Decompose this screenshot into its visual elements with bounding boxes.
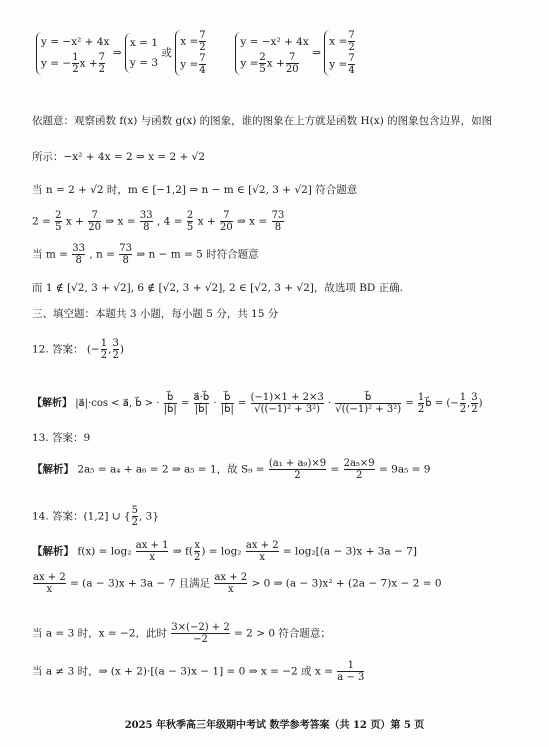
fraction (99, 52, 105, 75)
result-3-x (329, 30, 355, 53)
page-footer: 2025 年秋季高三年级期中考试 数学参考答案（共 12 页）第 5 页 (124, 720, 425, 731)
den: x (33, 583, 66, 595)
text: = (180, 398, 190, 409)
num: 3 (471, 392, 478, 403)
den: √((−1)² + 3²) (251, 403, 324, 415)
num: b⃗ (224, 392, 231, 403)
den: 2 (131, 517, 138, 528)
den: x (214, 583, 247, 595)
text: y = (240, 57, 259, 69)
num: 73 (271, 210, 285, 221)
jiexi-label: 【解析】 (32, 398, 72, 409)
result-1-x: x = 1 (129, 37, 158, 49)
den: 8 (272, 221, 285, 233)
den: |b⃗| (163, 404, 177, 415)
text: = (330, 463, 340, 476)
text: ⇒ f( (172, 545, 193, 558)
den: 2 (344, 469, 375, 481)
num: 1 (347, 660, 354, 671)
den: 8 (140, 221, 153, 233)
num: 1 (417, 392, 425, 403)
fraction (72, 52, 78, 75)
paragraph-5 (32, 243, 259, 266)
den: 5 (259, 63, 266, 75)
num: b⃗ (365, 392, 372, 403)
den: 20 (88, 222, 102, 233)
fraction (113, 338, 119, 361)
num: 33 (72, 243, 86, 254)
paragraph-2: 所示：−x² + 4x = 2 ⇒ x = 2 + √2 (32, 151, 206, 163)
num: 5 (131, 505, 138, 516)
den: 2 (269, 469, 326, 481)
text: ⇒ x = (105, 215, 136, 228)
fraction (88, 210, 101, 233)
fraction (55, 210, 61, 233)
text: ) = log₂ (201, 545, 242, 558)
text: , n = (89, 248, 115, 261)
text: 2a₅ = a₄ + a₆ = 2 ⇒ a₅ = 1，故 S₉ = (77, 463, 265, 476)
den: 20 (285, 63, 299, 75)
text: > 0 ⇒ (a − 3)x² + (2a − 7)x − 2 = 0 (251, 577, 442, 590)
den: |b⃗| (220, 404, 234, 415)
system-2 (235, 32, 308, 75)
q13-solution (32, 458, 430, 481)
den: 4 (348, 65, 355, 76)
q14-solution-line-1 (32, 540, 417, 563)
den: 20 (219, 222, 233, 233)
num: 1 (459, 392, 467, 403)
fraction (194, 392, 210, 415)
fraction (348, 53, 354, 76)
den: 2 (112, 350, 119, 361)
system-1 (36, 32, 109, 75)
text: 当 m = (32, 248, 68, 261)
text: 14. 答案：(1,2] ∪ { (32, 510, 131, 523)
text: x + (266, 57, 285, 69)
q13-answer: 13. 答案：9 (32, 432, 91, 444)
fraction (221, 392, 234, 415)
text: y = (329, 58, 348, 71)
num: 7 (199, 53, 206, 64)
text: 当 a ≠ 3 时，⇒ (x + 2)·[(a − 3)x − 1] = 0 ⇒ x = −2 或 x = (32, 665, 333, 678)
fraction (101, 338, 107, 361)
text: ) (119, 343, 124, 356)
fraction (272, 210, 285, 233)
fraction (251, 392, 324, 415)
system-1-line-2 (41, 52, 109, 75)
paragraph-4 (32, 210, 285, 233)
den: 2 (98, 63, 106, 75)
result-2-y (180, 53, 206, 76)
num: ax + 2 (214, 572, 248, 583)
text: x + (65, 215, 84, 228)
den: 2 (199, 42, 206, 53)
num: 33 (139, 210, 153, 221)
equation-systems (36, 30, 356, 76)
num: b⃗ (167, 392, 174, 403)
num: 7 (98, 51, 106, 63)
text: , 3} (138, 510, 160, 523)
num: 7 (289, 51, 296, 63)
paragraph-1: 依题意：观察函数 f(x) 与函数 g(x) 的图象，谁的图象在上方就是函数 H(x) 的图象包含边界，如图 (32, 115, 493, 127)
num: 3 (112, 338, 119, 349)
num: 2 (55, 210, 62, 221)
fraction (214, 572, 247, 595)
text: · (327, 398, 332, 409)
num: 2 (186, 210, 194, 221)
den: 5 (55, 222, 62, 233)
num: 1 (72, 51, 79, 63)
den: 2 (459, 404, 467, 415)
den: a − 3 (337, 672, 365, 683)
fraction (259, 52, 265, 75)
text: , (108, 343, 112, 356)
num: 1 (100, 338, 108, 349)
num: 7 (348, 30, 355, 41)
fraction (136, 540, 169, 563)
system-1-line-1: y = −x² + 4x (41, 35, 110, 48)
den: x (136, 551, 169, 563)
num: 7 (91, 210, 98, 221)
text: = (238, 398, 247, 409)
num: 73 (119, 243, 133, 254)
q14-solution-line-4 (32, 660, 365, 683)
text: = 9a₅ = 9 (379, 463, 431, 476)
text: (− (446, 398, 459, 409)
section-3-heading: 三、填空题：本题共 3 小题，每小题 5 分，共 15 分 (32, 308, 279, 320)
text: x + (79, 57, 98, 69)
text: x = (329, 35, 348, 48)
fraction (335, 392, 401, 415)
den: x (246, 551, 279, 563)
implies-arrow: ⇒ (312, 47, 321, 59)
num: x (194, 540, 200, 551)
num: 7 (348, 53, 355, 64)
implies-arrow: ⇒ (112, 47, 122, 59)
fraction (269, 458, 326, 481)
result-1 (125, 33, 158, 73)
fraction (171, 622, 229, 645)
text: ) (478, 398, 483, 409)
den: 2 (417, 404, 425, 415)
fraction (164, 392, 177, 415)
q14-solution-line-3 (32, 622, 331, 645)
fraction (199, 53, 205, 76)
den: 8 (72, 254, 85, 266)
fraction (344, 458, 375, 481)
fraction (220, 210, 233, 233)
text: = log₂[(a − 3)x + 3a − 7] (282, 545, 417, 558)
text: 2 = (32, 215, 51, 228)
answer-label: 12. 答案： (32, 343, 84, 356)
num: 7 (199, 30, 206, 41)
text: (− (86, 343, 100, 356)
text: b⃗ (425, 398, 432, 409)
text: |a⃗|·cos < a⃗, b⃗ > · (75, 398, 160, 409)
text: x + (197, 215, 216, 228)
q12-answer (32, 338, 124, 361)
den: √((−1)² + 3²) (335, 404, 402, 415)
text: , 4 = (157, 215, 183, 228)
den: |b⃗| (194, 404, 208, 415)
den: 2 (100, 350, 108, 361)
den: 2 (471, 404, 478, 415)
num: 2 (259, 51, 266, 63)
q14-solution-line-2 (32, 572, 442, 595)
fraction (194, 540, 200, 563)
text: = (434, 398, 444, 409)
num: ax + 1 (135, 540, 169, 551)
fraction (337, 660, 364, 683)
text: = 2 > 0 符合题意； (234, 627, 331, 640)
system-2-line-1: y = −x² + 4x (240, 35, 309, 48)
fraction (132, 505, 138, 528)
paragraph-3: 当 n = 2 + √2 时，m ∈ [−1,2] ⇒ n − m ∈ [√2, 3 + √2] 符合题意 (32, 184, 358, 196)
den: 5 (186, 222, 194, 233)
text: f(x) = log₂ (77, 545, 132, 558)
num: ax + 2 (33, 572, 66, 583)
result-1-y: y = 3 (129, 57, 159, 69)
den: 4 (199, 65, 206, 76)
system-2-line-2 (240, 52, 308, 75)
text: y = − (41, 57, 72, 69)
text: = (405, 398, 414, 409)
q12-solution (32, 392, 483, 415)
result-2 (175, 30, 206, 76)
num: a⃗·b⃗ (193, 392, 210, 403)
num: (−1)×1 + 2×3 (250, 392, 324, 403)
num: 2a₅×9 (343, 458, 375, 469)
text: ⇒ n − m = 5 时符合题意 (136, 248, 259, 261)
den: 8 (119, 254, 132, 266)
jiexi-label: 【解析】 (32, 463, 74, 476)
num: 3×(−2) + 2 (171, 622, 230, 633)
result-2-x (180, 30, 206, 53)
fraction (187, 210, 193, 233)
fraction (471, 392, 477, 415)
fraction (140, 210, 153, 233)
text: x = (180, 35, 199, 48)
or-text: 或 (161, 47, 172, 59)
den: 2 (193, 552, 201, 563)
fraction (33, 572, 66, 595)
fraction (119, 243, 132, 266)
result-3 (324, 30, 355, 76)
text: y = (180, 58, 199, 71)
fraction (418, 392, 424, 415)
text: = (a − 3)x + 3a − 7 且满足 (70, 577, 211, 590)
q14-answer (32, 505, 159, 528)
num: ax + 2 (245, 540, 279, 551)
fraction (72, 243, 85, 266)
fraction (246, 540, 279, 563)
num: 7 (223, 210, 230, 221)
fraction (348, 30, 354, 53)
fraction (286, 52, 299, 75)
text: ⇒ x = (237, 215, 268, 228)
result-3-y (329, 53, 355, 76)
fraction (460, 392, 466, 415)
den: 2 (72, 63, 79, 75)
num: (a₁ + a₉)×9 (268, 458, 327, 469)
jiexi-label: 【解析】 (32, 545, 74, 558)
text: , (467, 398, 471, 409)
text: · (213, 398, 217, 409)
paragraph-6: 而 1 ∉ [√2, 3 + √2], 6 ∉ [√2, 3 + √2], 2 ∈ [√2, 3 + √2]，故选项 BD 正确. (32, 282, 404, 294)
text: 当 a = 3 时，x = −2，此时 (32, 627, 167, 640)
fraction (199, 30, 205, 53)
den: −2 (171, 633, 229, 645)
den: 2 (348, 42, 355, 53)
